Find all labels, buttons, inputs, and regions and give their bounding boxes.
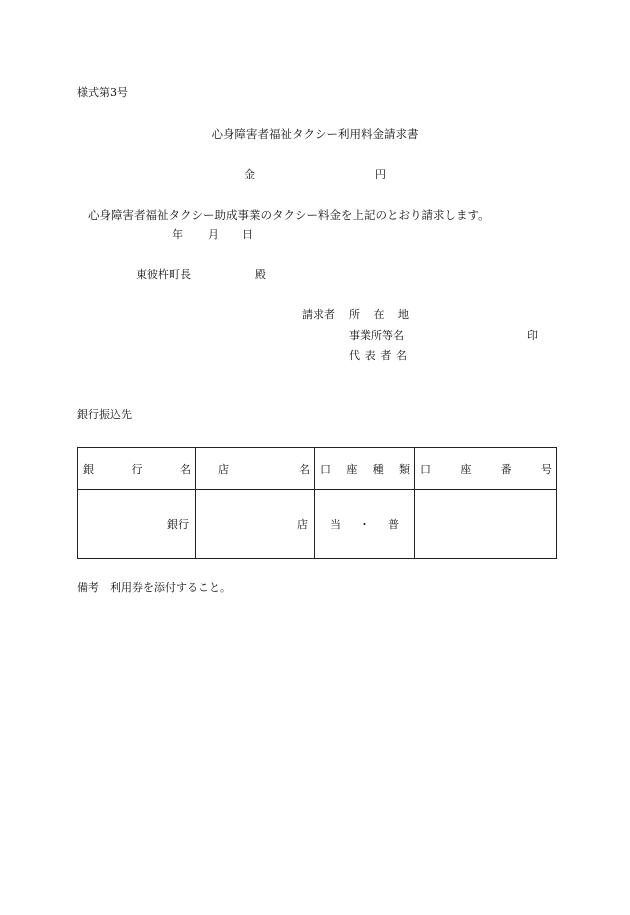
rep-label-char: 名 (395, 349, 407, 362)
account-number-cell[interactable] (415, 490, 557, 559)
addressee-honorific: 殿 (255, 268, 266, 281)
representative-label (349, 349, 407, 363)
request-statement: 心身障害者福祉タクシー助成事業のタクシー料金を上記のとおり請求します。 (88, 208, 490, 222)
bank-transfer-table (77, 447, 557, 559)
address-label-char: 所 (349, 308, 360, 321)
seal-mark: 印 (527, 329, 538, 342)
bank-name-header (78, 448, 196, 490)
header-char: 名 (299, 462, 310, 476)
account-type-option[interactable]: 当 (330, 518, 341, 531)
table-header-row (78, 448, 557, 490)
address-label-char: 在 (373, 308, 385, 321)
date-day-label: 日 (242, 228, 253, 241)
header-char: 種 (372, 462, 384, 476)
header-char: 座 (460, 462, 472, 476)
amount-unit: 円 (375, 168, 386, 181)
bank-section-label: 銀行振込先 (77, 408, 132, 421)
amount-label: 金 (244, 168, 255, 181)
account-number-header (415, 448, 557, 490)
account-type-option[interactable]: 普 (388, 518, 399, 531)
account-type-cell[interactable] (315, 490, 415, 559)
header-char: 行 (131, 462, 143, 476)
addressee-name: 東彼杵町長 (136, 268, 191, 281)
remarks-note: 備考 利用券を添付すること。 (77, 581, 231, 594)
branch-name-header (196, 448, 315, 490)
header-char: 号 (540, 462, 552, 476)
date-month-label: 月 (208, 228, 219, 241)
rep-label-char: 表 (364, 349, 376, 362)
address-label-char: 地 (398, 308, 409, 321)
address-label (349, 308, 409, 322)
header-char: 銀 (83, 462, 94, 476)
bank-name-cell[interactable] (78, 490, 196, 559)
header-char: 店 (218, 462, 229, 476)
header-char: 座 (346, 462, 358, 476)
bank-suffix: 銀行 (167, 518, 189, 531)
header-char: 名 (180, 462, 191, 476)
header-char: 番 (500, 462, 512, 476)
rep-label-char: 者 (380, 349, 392, 362)
claimant-label: 請求者 (302, 308, 335, 321)
table-row (78, 490, 557, 559)
office-name-label: 事業所等名 (349, 329, 404, 342)
document-title: 心身障害者福祉タクシー利用料金請求書 (211, 127, 419, 141)
account-type-header (315, 448, 415, 490)
header-char: 類 (398, 462, 410, 476)
header-char: 口 (320, 462, 331, 476)
branch-name-cell[interactable] (196, 490, 315, 559)
date-year-label: 年 (172, 228, 183, 241)
header-char: 口 (420, 462, 431, 476)
form-number: 様式第3号 (77, 86, 128, 99)
branch-suffix: 店 (297, 518, 308, 531)
rep-label-char: 代 (349, 349, 360, 362)
account-type-separator: ・ (359, 518, 370, 531)
